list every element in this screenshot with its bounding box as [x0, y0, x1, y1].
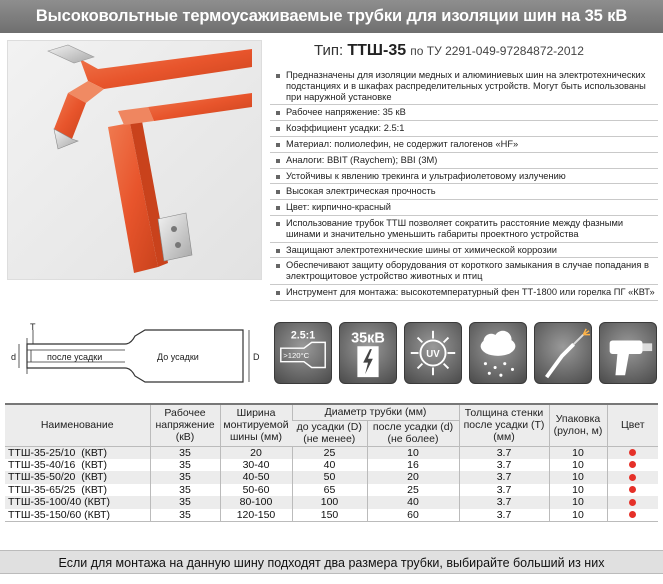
cell-color — [607, 446, 658, 459]
cell-voltage: 35 — [150, 509, 220, 522]
cell-pack: 10 — [549, 446, 607, 459]
cell-width: 30-40 — [220, 459, 292, 472]
color-swatch — [629, 474, 636, 481]
cell-name: ТТШ-35-150/60 (КВТ) — [5, 509, 150, 522]
cell-pack: 10 — [549, 471, 607, 484]
col-header-pack: Упаковка (рулон, м) — [549, 404, 607, 446]
cell-pack: 10 — [549, 484, 607, 497]
cell-wall: 3.7 — [459, 484, 549, 497]
type-code: ТТШ-35 — [347, 42, 407, 59]
feature-item: Рабочее напряжение: 35 кВ — [270, 105, 658, 121]
type-standard: по ТУ 2291-049-97284872-2012 — [410, 44, 584, 58]
page-title: Высоковольтные термоусаживаемые трубки для изоляции шин на 35 кВ — [0, 0, 663, 33]
busbar-illustration — [8, 41, 263, 281]
cell-wall: 3.7 — [459, 509, 549, 522]
cell-width: 50-60 — [220, 484, 292, 497]
cell-color — [607, 484, 658, 497]
col-header-wall: Толщина стенки после усадки (T) (мм) — [459, 404, 549, 446]
table-row — [5, 459, 658, 472]
voltage-icon — [339, 322, 397, 384]
table-row — [5, 484, 658, 497]
cell-name: ТТШ-35-40/16 (КВТ) — [5, 459, 150, 472]
feature-item: Высокая электрическая прочность — [270, 184, 658, 200]
outer-diameter-label: D — [253, 352, 260, 362]
feature-item: Устойчивы к явлению трекинга и ультрафиолетовому излучению — [270, 169, 658, 185]
cell-voltage: 35 — [150, 459, 220, 472]
cell-d-before: 150 — [292, 509, 367, 522]
color-swatch — [629, 511, 636, 518]
inner-diameter-label: d — [11, 352, 17, 362]
color-swatch — [629, 461, 636, 468]
uv-text: UV — [426, 348, 440, 360]
cell-width: 40-50 — [220, 471, 292, 484]
table-row — [5, 446, 658, 459]
color-swatch — [629, 486, 636, 493]
cell-width: 120-150 — [220, 509, 292, 522]
feature-item: Аналоги: BBIT (Raychem); BBI (3M) — [270, 153, 658, 169]
footer-note: Если для монтажа на данную шину подходят два размера трубки, выбирайте больший из них — [0, 550, 663, 574]
cell-d-after: 16 — [367, 459, 459, 472]
table-row — [5, 471, 658, 484]
shrink-diagram — [7, 322, 272, 390]
cell-color — [607, 509, 658, 522]
product-type — [314, 42, 584, 60]
weather-resistance-icon — [469, 322, 527, 384]
cell-d-before: 100 — [292, 496, 367, 509]
table-row — [5, 496, 658, 509]
cell-voltage: 35 — [150, 484, 220, 497]
cell-wall: 3.7 — [459, 496, 549, 509]
cell-color — [607, 496, 658, 509]
cell-color — [607, 459, 658, 472]
col-header-d-after: после усадки (d) (не более) — [367, 420, 459, 446]
cell-voltage: 35 — [150, 471, 220, 484]
cell-d-before: 50 — [292, 471, 367, 484]
ratio-text: 2.5:1 — [290, 329, 316, 342]
property-icons — [274, 322, 658, 386]
col-header-color: Цвет — [607, 404, 658, 446]
cell-wall: 3.7 — [459, 471, 549, 484]
feature-item: Инструмент для монтажа: высокотемпературный фен ТТ-1800 или горелка ПГ «КВТ» — [270, 285, 658, 301]
cell-d-after: 25 — [367, 484, 459, 497]
feature-item: Защищают электротехнические шины от химической коррозии — [270, 243, 658, 259]
cell-pack: 10 — [549, 459, 607, 472]
shrink-ratio-icon — [274, 322, 332, 384]
col-header-width: Ширина монтируемой шины (мм) — [220, 404, 292, 446]
feature-item: Использование трубок ТТШ позволяет сократить расстояние между фазными шинами и значительно уменьшить габариты проектного устройства — [270, 216, 658, 243]
feature-list — [270, 68, 658, 301]
heat-gun-icon — [599, 322, 657, 384]
thickness-label: T — [30, 322, 36, 332]
cell-d-after: 10 — [367, 446, 459, 459]
cell-pack: 10 — [549, 509, 607, 522]
cell-d-before: 25 — [292, 446, 367, 459]
cell-name: ТТШ-35-50/20 (КВТ) — [5, 471, 150, 484]
cell-color — [607, 471, 658, 484]
type-label: Тип: — [314, 42, 344, 59]
torch-icon — [534, 322, 592, 384]
cell-width: 20 — [220, 446, 292, 459]
cell-voltage: 35 — [150, 496, 220, 509]
cell-name: ТТШ-35-25/10 (КВТ) — [5, 446, 150, 459]
cell-wall: 3.7 — [459, 459, 549, 472]
table-row — [5, 509, 658, 522]
feature-item: Коэффициент усадки: 2.5:1 — [270, 121, 658, 137]
product-photo — [7, 40, 262, 280]
col-header-voltage: Рабочее напряжение (кВ) — [150, 404, 220, 446]
cell-voltage: 35 — [150, 446, 220, 459]
cell-d-after: 20 — [367, 471, 459, 484]
cell-name: ТТШ-35-100/40 (КВТ) — [5, 496, 150, 509]
after-shrink-label: после усадки — [47, 352, 103, 362]
voltage-text: 35кВ — [351, 330, 385, 347]
cell-d-before: 40 — [292, 459, 367, 472]
cell-d-after: 40 — [367, 496, 459, 509]
col-header-name: Наименование — [5, 404, 150, 446]
color-swatch — [629, 449, 636, 456]
feature-item: Материал: полиолефин, не содержит галогенов «HF» — [270, 137, 658, 153]
uv-resistance-icon — [404, 322, 462, 384]
color-swatch — [629, 499, 636, 506]
cell-name: ТТШ-35-65/25 (КВТ) — [5, 484, 150, 497]
cell-d-after: 60 — [367, 509, 459, 522]
col-header-d-before: до усадки (D) (не менее) — [292, 420, 367, 446]
feature-item: Цвет: кирпично-красный — [270, 200, 658, 216]
before-shrink-label: До усадки — [157, 352, 199, 362]
feature-item: Предназначены для изоляции медных и алюминиевых шин на электротехнических подстанциях и в шкафах распределительных устройств. Могут быть использованы при наружной установке — [270, 68, 658, 105]
spec-table — [5, 403, 658, 522]
cell-d-before: 65 — [292, 484, 367, 497]
cell-width: 80-100 — [220, 496, 292, 509]
cell-wall: 3.7 — [459, 446, 549, 459]
feature-item: Обеспечивают защиту оборудования от короткого замыкания в случае попадания в электрощитовое устройство животных и птиц — [270, 258, 658, 285]
cell-pack: 10 — [549, 496, 607, 509]
col-header-diameter: Диаметр трубки (мм) — [292, 404, 459, 420]
temp-text: >120°C — [283, 350, 310, 360]
